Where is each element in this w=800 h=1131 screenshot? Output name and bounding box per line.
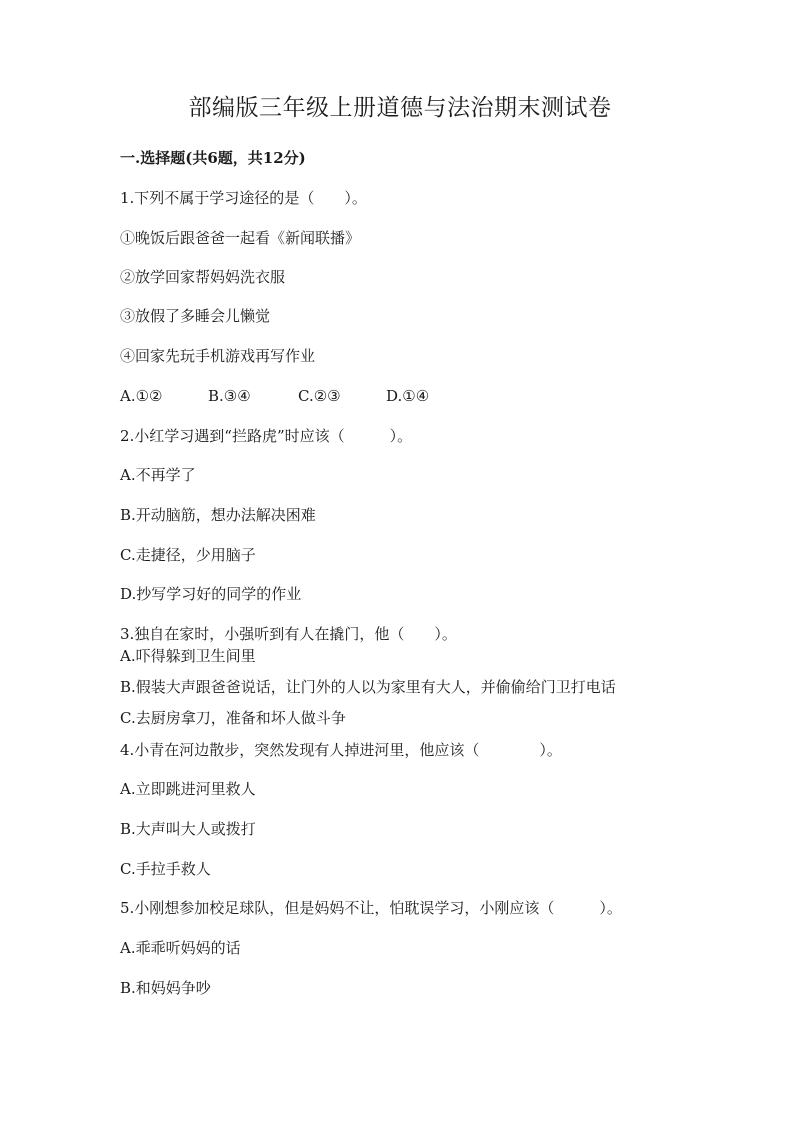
- question-2-option-b: B.开动脑筋，想办法解决困难: [120, 506, 316, 524]
- question-3-stem: 3.独自在家时，小强听到有人在撬门，他（ ）。: [120, 625, 457, 643]
- question-1-option-a: A.①②: [120, 387, 163, 405]
- question-1-item-2: ②放学回家帮妈妈洗衣服: [120, 268, 286, 286]
- question-5-option-b: B.和妈妈争吵: [120, 979, 211, 997]
- question-4-option-b: B.大声叫大人或拨打: [120, 820, 256, 838]
- section-heading: 一.选择题(共6题，共12分): [120, 149, 306, 167]
- question-1-option-b: B.③④: [208, 387, 251, 405]
- question-1-options: [120, 386, 429, 406]
- question-3-option-c: C.去厨房拿刀，准备和坏人做斗争: [120, 709, 346, 727]
- question-2-option-d: D.抄写学习好的同学的作业: [120, 585, 302, 603]
- question-5-stem: 5.小刚想参加校足球队，但是妈妈不让，怕耽误学习，小刚应该（ ）。: [120, 899, 622, 917]
- question-4-option-c: C.手拉手救人: [120, 860, 211, 878]
- question-1-option-c: C.②③: [298, 387, 341, 405]
- page-title: 部编版三年级上册道德与法治期末测试卷: [188, 95, 612, 121]
- question-2-stem: 2.小红学习遇到“拦路虎”时应该（ ）。: [120, 427, 413, 445]
- question-3-option-b: B.假装大声跟爸爸说话，让门外的人以为家里有大人，并偷偷给门卫打电话: [120, 678, 616, 696]
- question-5-option-a: A.乖乖听妈妈的话: [120, 939, 241, 957]
- question-1-item-4: ④回家先玩手机游戏再写作业: [120, 347, 316, 365]
- question-4-option-a: A.立即跳进河里救人: [120, 780, 256, 798]
- question-2-option-c: C.走捷径，少用脑子: [120, 546, 256, 564]
- question-2-option-a: A.不再学了: [120, 466, 196, 484]
- question-1-option-d: D.①④: [386, 387, 430, 405]
- question-1-stem: 1.下列不属于学习途径的是（ ）。: [120, 189, 367, 207]
- question-1-item-3: ③放假了多睡会儿懒觉: [120, 307, 271, 325]
- question-4-stem: 4.小青在河边散步，突然发现有人掉进河里，他应该（ ）。: [120, 741, 562, 759]
- question-3-option-a: A.吓得躲到卫生间里: [120, 647, 256, 665]
- question-1-item-1: ①晚饭后跟爸爸一起看《新闻联播》: [120, 229, 361, 247]
